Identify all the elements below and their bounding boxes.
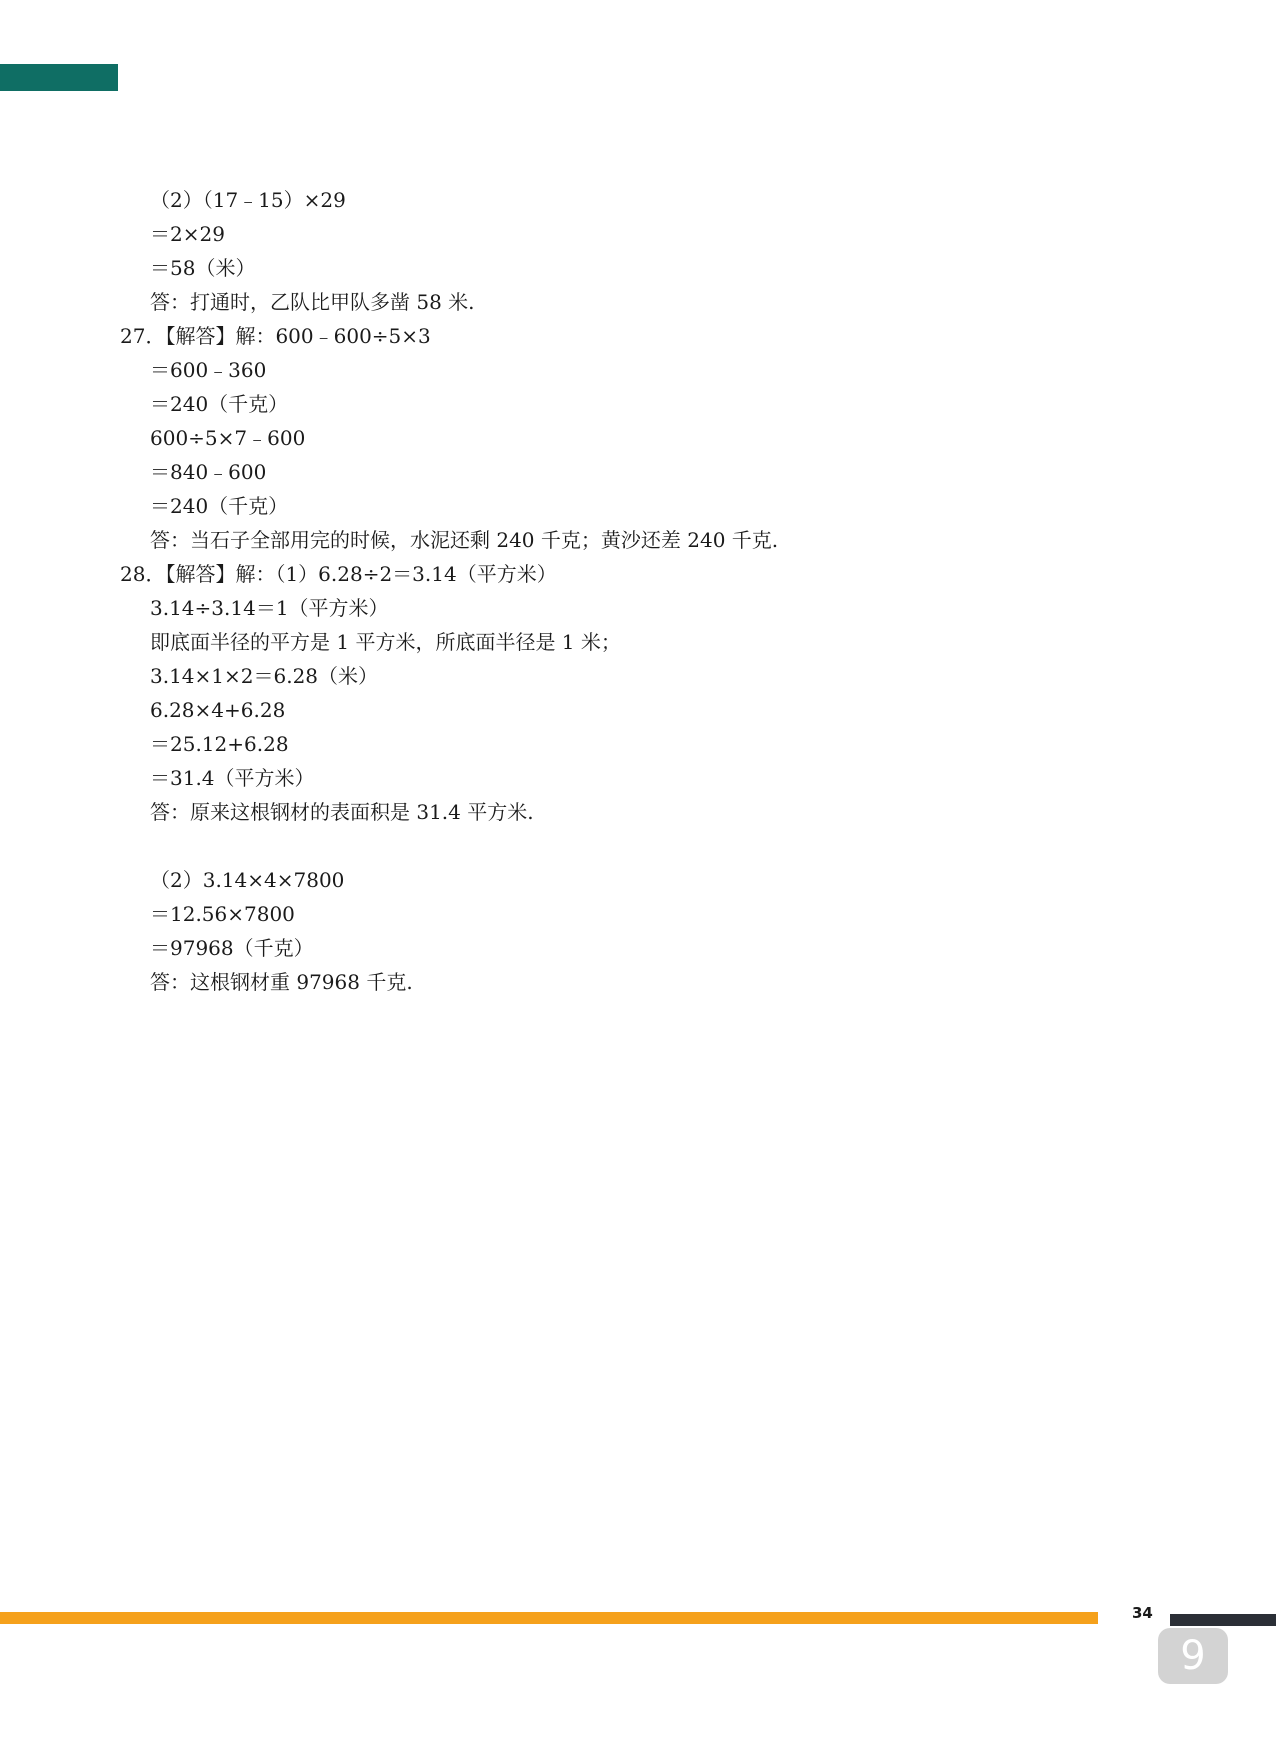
- answer-line: 答：打通时，乙队比甲队多凿 58 米.: [150, 290, 475, 314]
- page-number: 34: [1132, 1604, 1153, 1622]
- chapter-badge: 9: [1158, 1628, 1228, 1684]
- footer-dark-bar: [1170, 1614, 1276, 1626]
- solution-line: 600÷5×7﹣600: [150, 426, 306, 450]
- solution-line: 3.14÷3.14＝1（平方米）: [150, 596, 389, 620]
- header-accent-bar: [0, 64, 118, 91]
- solution-line: ＝12.56×7800: [150, 902, 295, 926]
- problem-28-heading: 28．【解答】解：（1）6.28÷2＝3.14（平方米）: [120, 562, 557, 586]
- solution-line: ＝58（米）: [150, 256, 256, 280]
- problem-27-heading: 27．【解答】解：600﹣600÷5×3: [120, 324, 431, 348]
- solution-line: （2）（17﹣15）×29: [150, 188, 346, 212]
- solution-line: （2）3.14×4×7800: [150, 868, 345, 892]
- solution-line: ＝840﹣600: [150, 460, 267, 484]
- solution-line: ＝2×29: [150, 222, 225, 246]
- solution-line: ＝97968（千克）: [150, 936, 314, 960]
- solution-line: ＝31.4（平方米）: [150, 766, 315, 790]
- answer-line: 答：当石子全部用完的时候，水泥还剩 240 千克；黄沙还差 240 千克.: [150, 528, 779, 552]
- solution-line: ＝600﹣360: [150, 358, 267, 382]
- answer-line: 答：这根钢材重 97968 千克.: [150, 970, 413, 994]
- footer-orange-bar: [0, 1612, 1098, 1624]
- solution-line: 6.28×4+6.28: [150, 698, 286, 722]
- solution-line: ＝25.12+6.28: [150, 732, 289, 756]
- solution-line: 3.14×1×2＝6.28（米）: [150, 664, 379, 688]
- solution-line: 即底面半径的平方是 1 平方米，所底面半径是 1 米；: [150, 630, 621, 654]
- answer-line: 答：原来这根钢材的表面积是 31.4 平方米.: [150, 800, 534, 824]
- solution-line: ＝240（千克）: [150, 392, 289, 416]
- solution-line: ＝240（千克）: [150, 494, 289, 518]
